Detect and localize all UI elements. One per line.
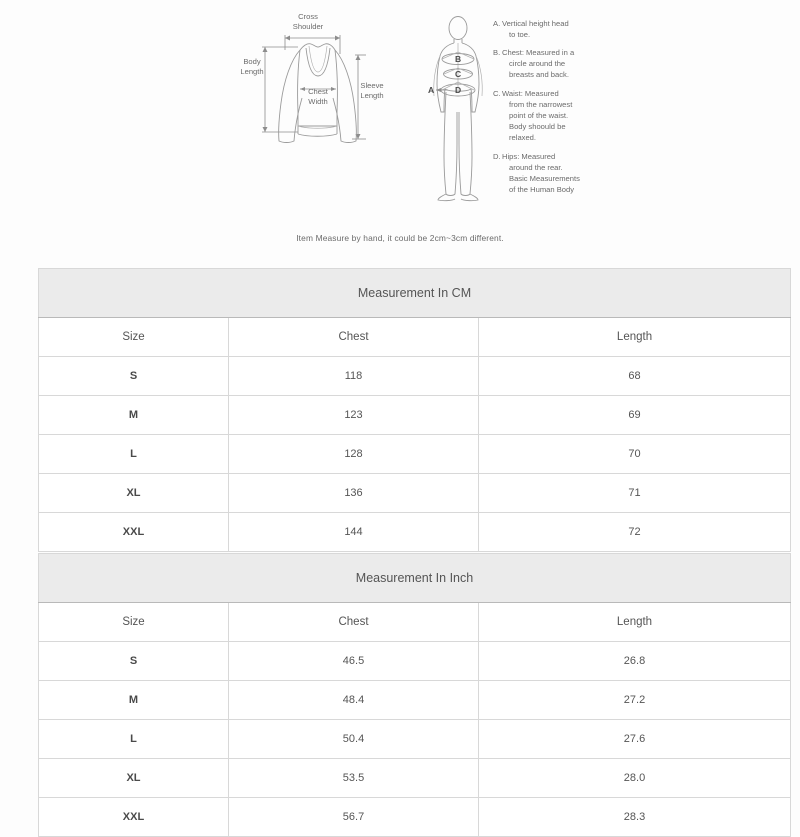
chest-width-label-line2: Width <box>308 97 328 106</box>
cell-length: 27.2 <box>479 681 791 720</box>
marker-c-label: C <box>455 69 462 79</box>
legend-item-d <box>493 152 580 194</box>
table-row <box>39 474 791 513</box>
legend-b-key: B. <box>493 48 501 57</box>
table-title-row <box>39 269 791 318</box>
cell-size: M <box>39 681 229 720</box>
legend-item-a <box>493 19 569 39</box>
table-row <box>39 720 791 759</box>
measure-note: Item Measure by hand, it could be 2cm~3cm different. <box>296 233 504 243</box>
body-length-label-line2: Length <box>240 67 264 76</box>
cell-length: 26.8 <box>479 642 791 681</box>
cell-size: L <box>39 435 229 474</box>
marker-d-label: D <box>455 85 462 95</box>
column-header-length: Length <box>479 603 791 642</box>
legend-d-key: D. <box>493 152 501 161</box>
sleeve-length-label-line2: Length <box>360 91 384 100</box>
cell-chest: 128 <box>229 435 479 474</box>
table-row <box>39 798 791 837</box>
cell-size: XXL <box>39 798 229 837</box>
cell-length: 72 <box>479 513 791 552</box>
table-row <box>39 681 791 720</box>
vertical-height-arrow <box>436 88 448 92</box>
legend-item-c <box>493 89 573 142</box>
table-row <box>39 642 791 681</box>
size-table-inch <box>38 553 791 837</box>
body-length-arrow <box>262 47 298 132</box>
legend-d-line-2: Basic Measurements <box>509 174 580 183</box>
garment-diagram <box>238 8 418 168</box>
legend-b-line-0: Chest: Measured in a <box>502 48 575 57</box>
table-row <box>39 513 791 552</box>
human-body-outline <box>434 17 483 201</box>
size-table-cm-body <box>39 269 791 552</box>
cell-length: 71 <box>479 474 791 513</box>
cell-chest: 56.7 <box>229 798 479 837</box>
column-header-length: Length <box>479 318 791 357</box>
cell-length: 70 <box>479 435 791 474</box>
cross-shoulder-label-line2: Shoulder <box>292 22 324 31</box>
legend-c-key: C. <box>493 89 501 98</box>
cell-chest: 136 <box>229 474 479 513</box>
cell-size: M <box>39 396 229 435</box>
table-row <box>39 396 791 435</box>
legend-c-line-2: point of the waist. <box>509 111 569 120</box>
column-header-chest: Chest <box>229 318 479 357</box>
cell-size: L <box>39 720 229 759</box>
cell-length: 69 <box>479 396 791 435</box>
diagram-area <box>0 0 800 258</box>
table-title-row <box>39 554 791 603</box>
cell-chest: 50.4 <box>229 720 479 759</box>
column-header-size: Size <box>39 603 229 642</box>
cell-size: XL <box>39 759 229 798</box>
legend-a-line-0: Vertical height head <box>502 19 569 28</box>
legend-a-key: A. <box>493 19 501 28</box>
legend-d-line-3: of the Human Body <box>509 185 575 194</box>
legend-d-line-0: Hips: Measured <box>502 152 556 161</box>
cell-length: 28.3 <box>479 798 791 837</box>
legend-c-line-3: Body shoould be <box>509 122 566 131</box>
cross-shoulder-label-line1: Cross <box>298 12 318 21</box>
size-table-inch-body <box>39 554 791 837</box>
sleeve-length-label-line1: Sleeve <box>360 81 384 90</box>
legend-c-line-1: from the narrowest <box>509 100 573 109</box>
cell-length: 27.6 <box>479 720 791 759</box>
column-header-chest: Chest <box>229 603 479 642</box>
marker-b-label: B <box>455 54 462 64</box>
table-row <box>39 759 791 798</box>
size-table-cm <box>38 268 791 552</box>
cell-length: 28.0 <box>479 759 791 798</box>
chest-width-label-line1: Chest <box>308 87 328 96</box>
legend-item-b <box>493 48 575 79</box>
table-header-row <box>39 318 791 357</box>
cell-chest: 53.5 <box>229 759 479 798</box>
table-row <box>39 357 791 396</box>
cell-chest: 46.5 <box>229 642 479 681</box>
table-title-cm: Measurement In CM <box>39 269 791 318</box>
cell-chest: 123 <box>229 396 479 435</box>
legend-c-line-4: relaxed. <box>509 133 537 142</box>
table-header-row <box>39 603 791 642</box>
legend-d-line-1: around the rear. <box>509 163 563 172</box>
legend-c-line-0: Waist: Measured <box>502 89 559 98</box>
marker-a-label: A <box>428 85 435 95</box>
cell-chest: 48.4 <box>229 681 479 720</box>
cell-size: S <box>39 642 229 681</box>
cell-size: S <box>39 357 229 396</box>
cell-length: 68 <box>479 357 791 396</box>
legend-b-line-1: circle around the <box>509 59 566 68</box>
cell-size: XXL <box>39 513 229 552</box>
cell-chest: 118 <box>229 357 479 396</box>
table-row <box>39 435 791 474</box>
column-header-size: Size <box>39 318 229 357</box>
table-title-inch: Measurement In Inch <box>39 554 791 603</box>
cell-chest: 144 <box>229 513 479 552</box>
legend-a-line-1: to toe. <box>509 30 531 39</box>
cell-size: XL <box>39 474 229 513</box>
body-figure-diagram <box>420 12 600 227</box>
body-length-label-line1: Body <box>243 57 261 66</box>
legend-b-line-2: breasts and back. <box>509 70 569 79</box>
